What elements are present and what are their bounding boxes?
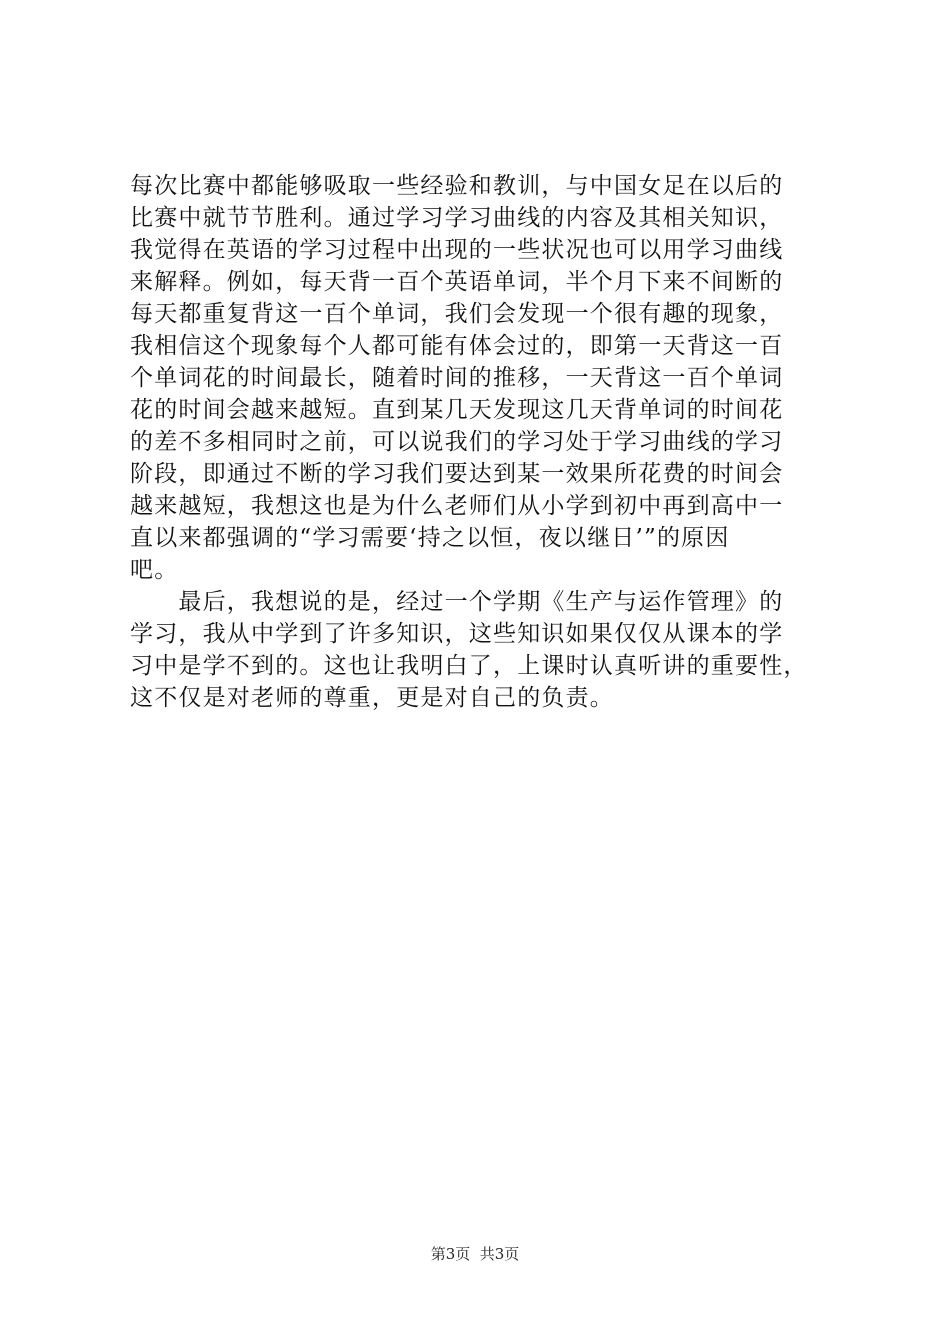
text-line: 吧。 [130,557,179,583]
text-line: 学习，我从中学到了许多知识，这些知识如果仅仅从课本的学 [130,621,784,647]
text-line: 这不仅是对老师的尊重，更是对自己的负责。 [130,685,614,711]
text-line: 阶段，即通过不断的学习我们要达到某一效果所花费的时间会 [130,461,784,487]
text-line: 直以来都强调的“学习需要‘持之以恒，夜以继日’”的原因 [130,525,730,551]
text-line: 习中是学不到的。这也让我明白了，上课时认真听讲的重要性， [130,653,808,679]
text-line: 每天都重复背这一百个单词，我们会发现一个很有趣的现象， [130,301,784,327]
text-line: 来解释。例如，每天背一百个英语单词，半个月下来不间断的 [130,269,784,295]
text-line: 每次比赛中都能够吸取一些经验和教训，与中国女足在以后的 [130,173,784,199]
text-line: 我相信这个现象每个人都可能有体会过的，即第一天背这一百 [130,333,784,359]
text-line: 比赛中就节节胜利。通过学习学习曲线的内容及其相关知识， [130,205,784,231]
text-line: 越来越短，我想这也是为什么老师们从小学到初中再到高中一 [130,493,784,519]
body-text [130,170,830,714]
page-footer [0,1244,950,1264]
page-number: 第3页 共3页 [430,1245,520,1263]
text-line: 花的时间会越来越短。直到某几天发现这几天背单词的时间花 [130,397,784,423]
text-line: 个单词花的时间最长，随着时间的推移，一天背这一百个单词 [130,365,784,391]
text-line: 我觉得在英语的学习过程中出现的一些状况也可以用学习曲线 [130,237,784,263]
text-line: 的差不多相同时之前，可以说我们的学习处于学习曲线的学习 [130,429,784,455]
text-line: 最后，我想说的是，经过一个学期《生产与运作管理》的 [130,589,784,615]
